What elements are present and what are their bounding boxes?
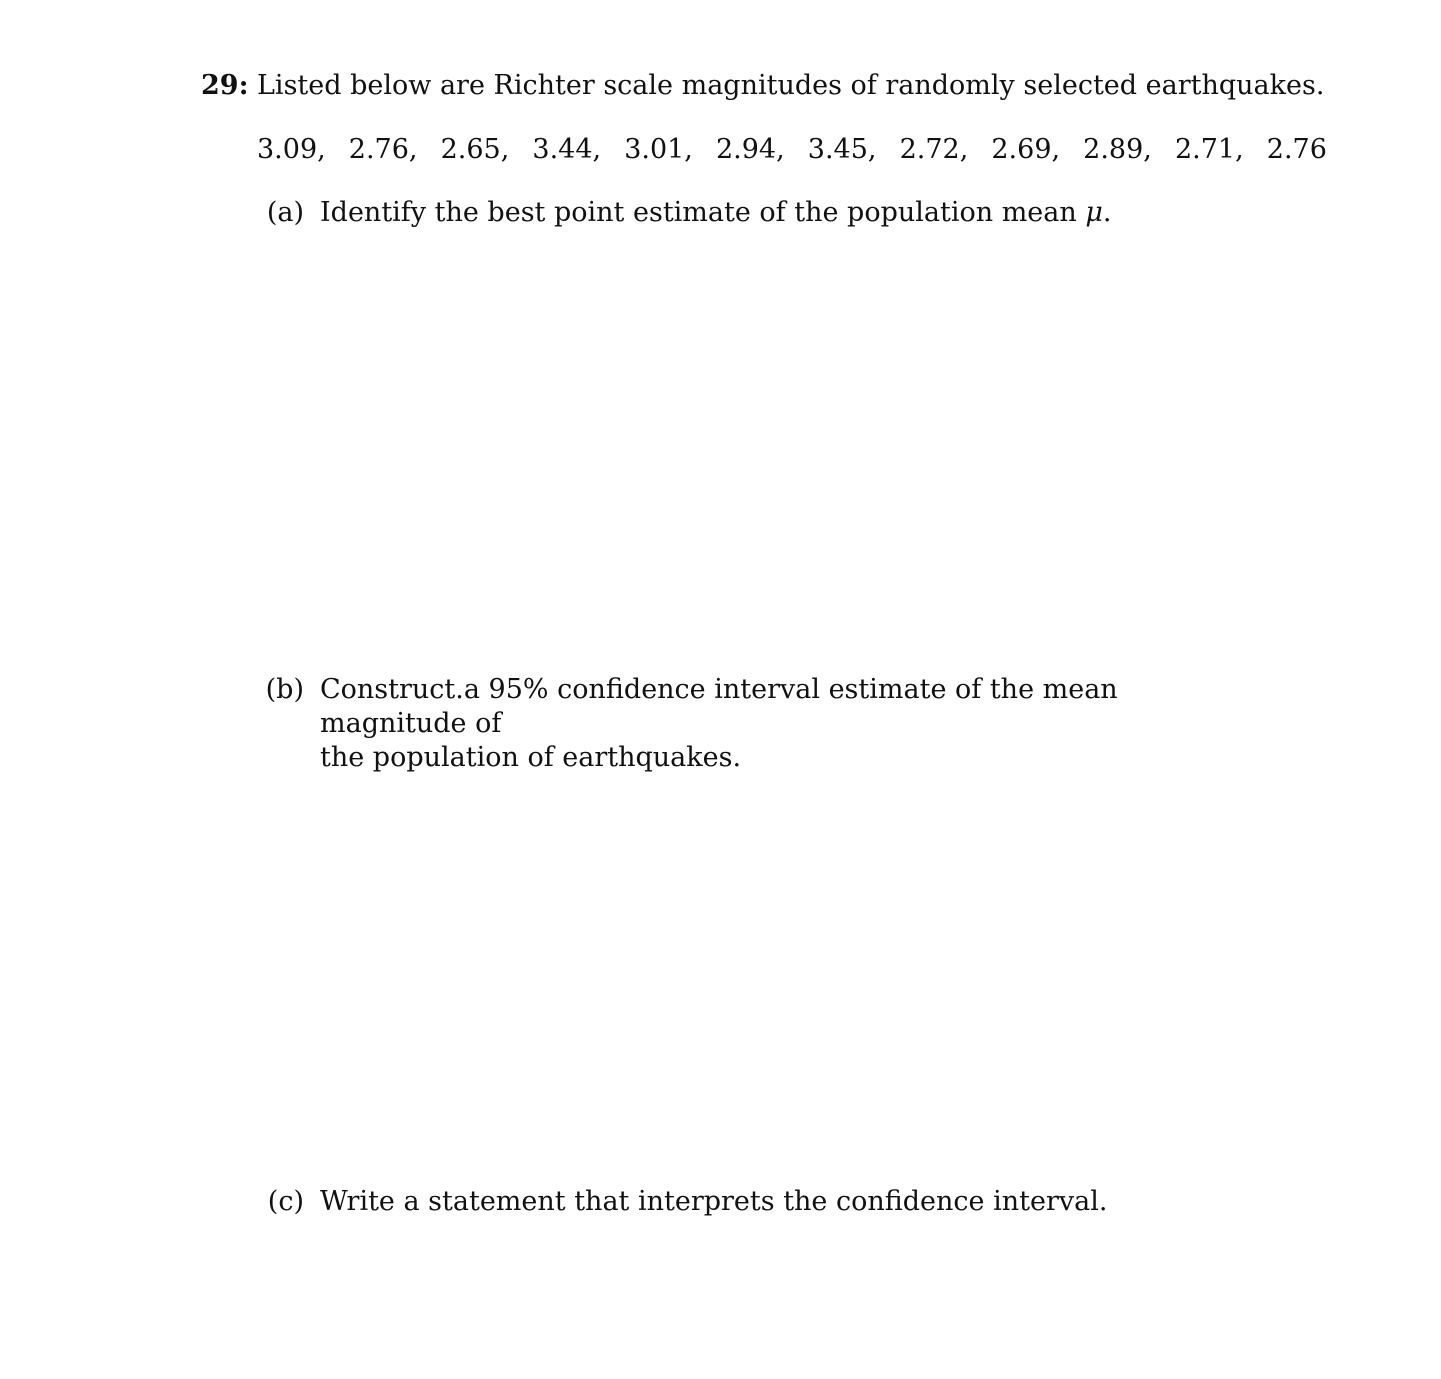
data-value: 2.89, <box>1083 134 1152 165</box>
data-value: 2.76 <box>1266 134 1327 165</box>
mu-symbol: μ <box>1085 197 1103 228</box>
part-a-text-after: . <box>1102 197 1112 228</box>
problem-statement <box>201 68 1324 104</box>
part-b-label: (b) <box>265 674 304 705</box>
data-value: 3.01, <box>624 134 693 165</box>
data-value: 2.72, <box>899 134 969 165</box>
magnitude-data-row <box>257 132 1327 168</box>
part-c-text: Write a statement that interprets the confidence interval. <box>320 1186 1108 1217</box>
part-a-label: (a) <box>266 197 304 228</box>
part-a-text <box>320 196 1220 230</box>
problem-number: 29: <box>201 70 249 101</box>
part-c-label: (c) <box>267 1186 304 1217</box>
problem-text: Listed below are Richter scale magnitudes of randomly selected earthquakes. <box>257 70 1325 101</box>
data-value: 2.94, <box>715 134 785 165</box>
data-value: 3.44, <box>532 134 602 165</box>
part-a-text-before: Identify the best point estimate of the population mean <box>320 197 1086 228</box>
data-value: 2.76, <box>348 134 418 165</box>
data-value: 2.71, <box>1174 134 1244 165</box>
data-value: 3.45, <box>807 134 877 165</box>
data-value: 2.65, <box>440 134 510 165</box>
data-value: 3.09, <box>257 134 326 165</box>
part-b <box>265 673 1220 775</box>
data-value: 2.69, <box>991 134 1061 165</box>
part-a <box>266 196 1220 230</box>
part-b-line-1: Construct.a 95% confidence interval estimate of the mean magnitude of <box>320 674 1118 739</box>
part-c <box>267 1185 1220 1219</box>
part-b-line-2: the population of earthquakes. <box>320 742 742 773</box>
